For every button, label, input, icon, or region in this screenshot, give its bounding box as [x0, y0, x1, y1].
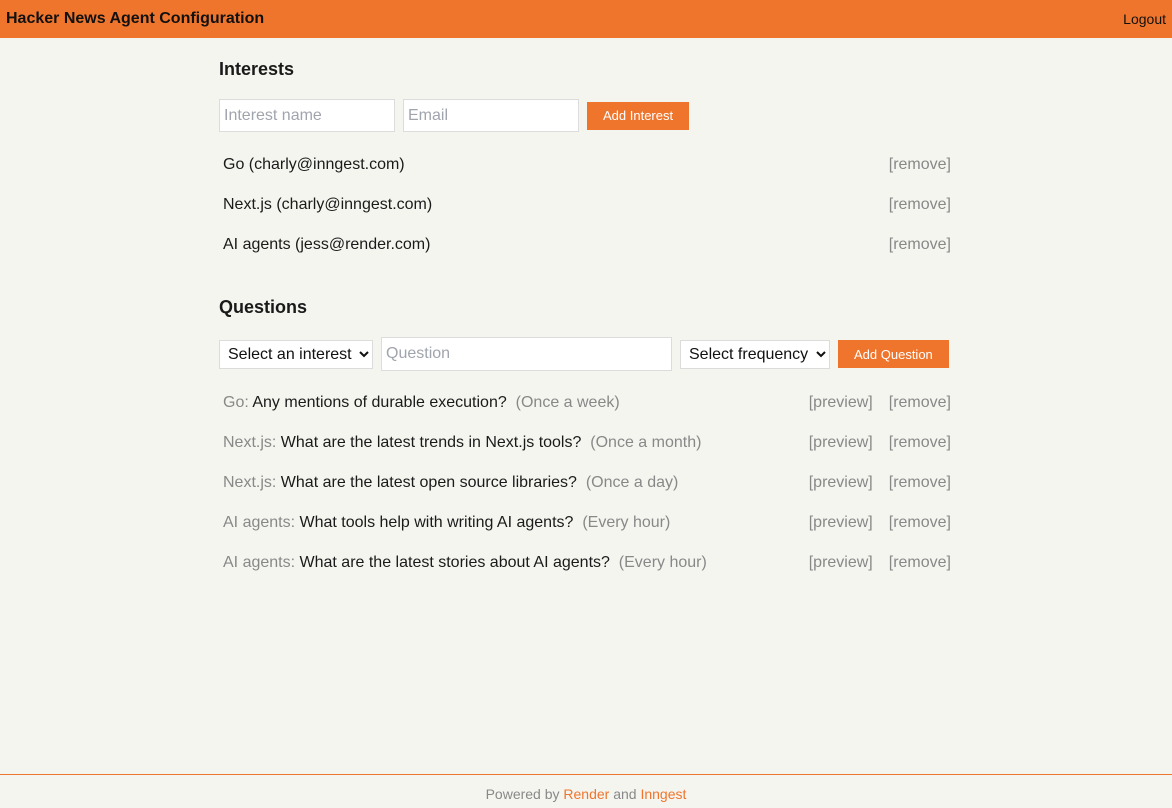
remove-question-link[interactable]: [remove]	[888, 474, 951, 491]
question-interest: AI agents:	[223, 514, 296, 531]
preview-link[interactable]: [preview]	[808, 394, 873, 411]
interest-item	[223, 155, 951, 175]
email-input[interactable]	[403, 99, 579, 132]
question-interest: Next.js:	[223, 434, 277, 451]
question-frequency: (Once a day)	[585, 474, 679, 491]
add-question-form	[219, 337, 949, 371]
remove-interest-link[interactable]: [remove]	[888, 236, 951, 253]
preview-link[interactable]: [preview]	[808, 434, 873, 451]
question-text: What tools help with writing AI agents?	[299, 514, 574, 531]
top-bar	[0, 0, 1172, 38]
interest-item	[223, 235, 951, 255]
footer-prefix: Powered by	[485, 786, 560, 802]
remove-question-link[interactable]: [remove]	[888, 554, 951, 571]
question-text: What are the latest open source libraries?	[280, 474, 577, 491]
frequency-select[interactable]	[680, 340, 830, 369]
question-input[interactable]	[381, 337, 672, 371]
question-item	[223, 513, 951, 533]
question-frequency: (Once a week)	[515, 394, 620, 411]
question-text: What are the latest trends in Next.js tools?	[280, 434, 582, 451]
logout-link[interactable]: Logout	[1123, 11, 1166, 27]
footer-and: and	[613, 786, 637, 802]
question-item	[223, 433, 951, 453]
remove-question-link[interactable]: [remove]	[888, 394, 951, 411]
remove-interest-link[interactable]: [remove]	[888, 156, 951, 173]
app-title: Hacker News Agent Configuration	[6, 10, 265, 27]
inngest-link[interactable]: Inngest	[640, 786, 687, 802]
question-frequency: (Every hour)	[582, 514, 671, 531]
remove-interest-link[interactable]: [remove]	[888, 196, 951, 213]
question-frequency: (Every hour)	[618, 554, 707, 571]
interest-select[interactable]	[219, 340, 373, 369]
question-item	[223, 553, 951, 573]
question-interest: Go:	[223, 394, 249, 411]
question-item	[223, 473, 951, 493]
question-text: Any mentions of durable execution?	[252, 394, 507, 411]
questions-heading: Questions	[219, 297, 308, 317]
interest-label: Go (charly@inngest.com)	[223, 156, 405, 173]
preview-link[interactable]: [preview]	[808, 554, 873, 571]
question-text: What are the latest stories about AI agents?	[299, 554, 610, 571]
question-interest: AI agents:	[223, 554, 296, 571]
interest-name-input[interactable]	[219, 99, 395, 132]
add-interest-form	[219, 99, 689, 132]
question-frequency: (Once a month)	[590, 434, 702, 451]
interest-item	[223, 195, 951, 215]
interests-heading: Interests	[219, 59, 295, 79]
render-link[interactable]: Render	[563, 786, 610, 802]
preview-link[interactable]: [preview]	[808, 514, 873, 531]
preview-link[interactable]: [preview]	[808, 474, 873, 491]
add-question-button[interactable]: Add Question	[838, 340, 949, 368]
footer	[0, 774, 1172, 808]
remove-question-link[interactable]: [remove]	[888, 434, 951, 451]
question-item	[223, 393, 951, 413]
interest-label: Next.js (charly@inngest.com)	[223, 196, 433, 213]
interest-label: AI agents (jess@render.com)	[223, 236, 431, 253]
question-interest: Next.js:	[223, 474, 277, 491]
add-interest-button[interactable]: Add Interest	[587, 102, 689, 130]
remove-question-link[interactable]: [remove]	[888, 514, 951, 531]
